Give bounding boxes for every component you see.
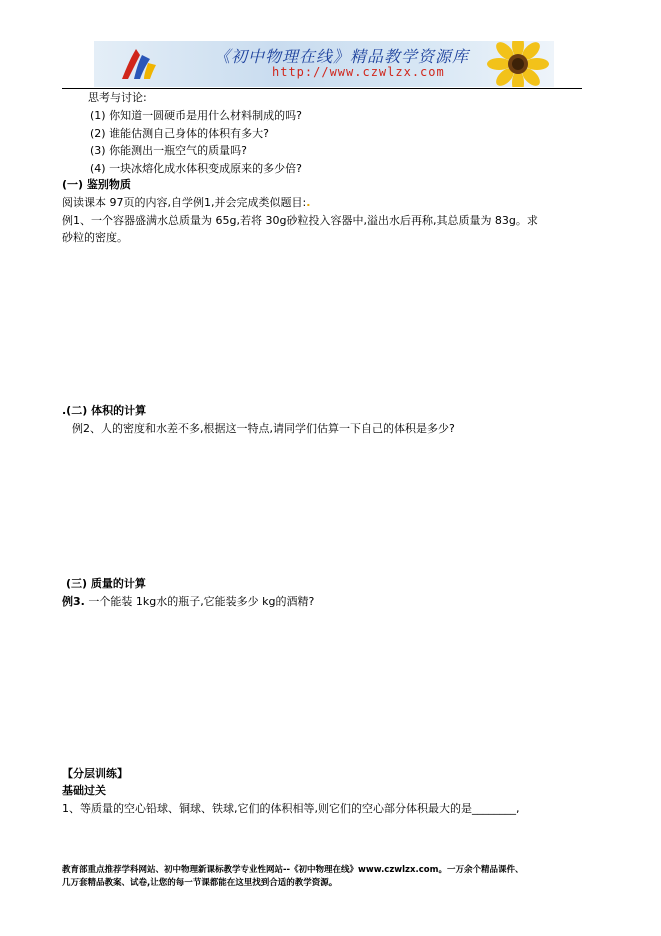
discussion-heading: 思考与讨论: xyxy=(88,91,147,104)
example-1-line-2: 砂粒的密度。 xyxy=(62,231,128,244)
footer-line-2: 几万套精品教案、试卷,让您的每一节课都能在这里找到合适的教学资源。 xyxy=(62,878,338,888)
highlight-dot-icon: . xyxy=(306,196,311,209)
section-3-title: (三) 质量的计算 xyxy=(66,577,146,590)
banner-title: 《初中物理在线》精品教学资源库 xyxy=(214,47,470,66)
example-3-label: 例3. xyxy=(62,595,85,608)
header-divider xyxy=(62,88,582,89)
example-2: 例2、人的密度和水差不多,根据这一特点,请同学们估算一下自己的体积是多少? xyxy=(72,422,455,435)
footer-line-1: 教育部重点推荐学科网站、初中物理新课标教学专业性网站--《初中物理在线》www.czwlzx.com。一万余个精品课件、 xyxy=(62,865,524,875)
section-1-intro-text: 阅读课本 97页的内容,自学例1,并会完成类似题目: xyxy=(62,196,307,209)
discussion-question-1: (1) 你知道一圆硬币是用什么材料制成的吗? xyxy=(90,109,302,122)
example-3 xyxy=(62,595,314,609)
training-title: 【分层训练】 xyxy=(62,767,128,780)
section-2-title: .(二) 体积的计算 xyxy=(62,404,147,417)
section-1-title: (一) 鉴别物质 xyxy=(62,178,131,191)
sunflower-image xyxy=(478,41,554,87)
header-banner xyxy=(94,41,554,87)
banner-url[interactable]: http://www.czwlzx.com xyxy=(272,65,445,79)
example-3-text: 一个能装 1kg水的瓶子,它能装多少 kg的酒精? xyxy=(88,595,315,608)
discussion-question-4: (4) 一块冰熔化成水体积变成原来的多少倍? xyxy=(90,162,302,175)
example-1-line-1: 例1、一个容器盛满水总质量为 65g,若将 30g砂粒投入容器中,溢出水后再称,其总质量为 83g。求 xyxy=(62,214,538,227)
logo-icon xyxy=(110,45,162,83)
training-question-1: 1、等质量的空心铅球、铜球、铁球,它们的体积相等,则它们的空心部分体积最大的是________, xyxy=(62,802,520,815)
training-level: 基础过关 xyxy=(62,784,106,797)
section-1-intro xyxy=(62,196,310,210)
discussion-question-2: (2) 谁能估测自己身体的体积有多大? xyxy=(90,127,269,140)
discussion-question-3: (3) 你能测出一瓶空气的质量吗? xyxy=(90,144,247,157)
